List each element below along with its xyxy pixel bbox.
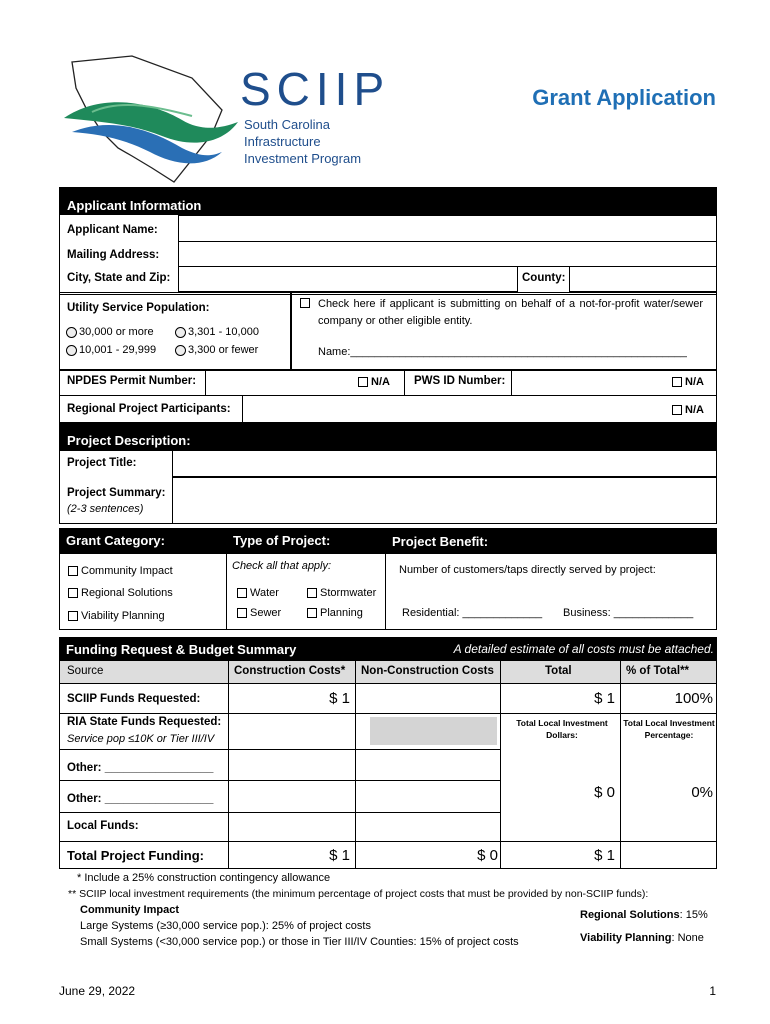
project-summary-hint: (2-3 sentences) <box>67 503 144 515</box>
project-summary-label: Project Summary: <box>67 487 166 499</box>
checkbox-icon <box>307 588 317 598</box>
city-state-zip-label: City, State and Zip: <box>67 272 171 284</box>
grant-option-community[interactable] <box>68 565 173 577</box>
large-systems-text: Large Systems (≥30,000 service pop.): 25% of project costs <box>80 920 371 932</box>
type-option-label: Stormwater <box>320 587 377 599</box>
type-option-label: Water <box>250 587 279 599</box>
grant-option-label: Viability Planning <box>81 610 165 622</box>
pws-label: PWS ID Number: <box>414 375 506 387</box>
pop-option-3301[interactable] <box>175 326 259 338</box>
type-hint: Check all that apply: <box>232 560 332 572</box>
applicant-name-field[interactable] <box>178 215 717 242</box>
pop-option-10001[interactable] <box>66 344 156 356</box>
row-divider <box>59 749 500 750</box>
regional-field[interactable] <box>242 396 717 423</box>
row-local-label: Local Funds: <box>67 820 139 832</box>
city-state-zip-field[interactable] <box>178 267 518 292</box>
project-benefit-title: Project Benefit: <box>392 534 489 549</box>
pop-option-30000[interactable] <box>66 326 154 338</box>
total-nonconstruction-value[interactable]: $ 0 <box>477 847 498 864</box>
checkbox-icon <box>358 377 368 387</box>
county-label: County: <box>522 272 566 284</box>
col-pct: % of Total** <box>626 665 690 677</box>
sciip-pct-value[interactable]: 100% <box>674 690 713 707</box>
col-source: Source <box>67 665 104 677</box>
na-label: N/A <box>685 376 704 388</box>
sciip-total-value[interactable]: $ 1 <box>594 690 615 707</box>
total-total-value[interactable]: $ 1 <box>594 847 615 864</box>
regional-value: : 15% <box>679 909 708 921</box>
row-divider <box>59 841 717 842</box>
footnote-1: * Include a 25% construction contingency allowance <box>77 872 331 884</box>
radio-icon <box>66 327 77 338</box>
viability-planning-note <box>580 932 704 944</box>
project-section-header <box>59 423 717 451</box>
grant-option-viability[interactable] <box>68 610 165 622</box>
community-impact-title: Community Impact <box>80 904 180 916</box>
col-divider <box>500 661 501 869</box>
page-number: 1 <box>709 984 716 998</box>
pop-option-label: 30,000 or more <box>79 326 154 338</box>
page-title: Grant Application <box>532 85 716 110</box>
col-divider <box>228 661 229 869</box>
residential-field[interactable]: Residential: _____________ <box>402 607 543 619</box>
checkbox-icon <box>237 588 247 598</box>
project-title-field[interactable] <box>172 451 717 477</box>
business-field[interactable]: Business: _____________ <box>563 607 694 619</box>
pop-option-3300[interactable] <box>175 344 258 356</box>
checkbox-icon <box>307 608 317 618</box>
mailing-address-label: Mailing Address: <box>67 249 160 261</box>
row-divider <box>59 812 500 813</box>
grant-category-title: Grant Category: <box>66 533 165 548</box>
ria-nonconstruction-disabled <box>370 717 497 745</box>
grant-option-regional[interactable] <box>68 587 173 599</box>
project-summary-field[interactable] <box>172 477 717 524</box>
viability-title: Viability Planning <box>580 932 672 944</box>
pop-option-label: 10,001 - 29,999 <box>79 344 157 356</box>
checkbox-icon <box>68 588 78 598</box>
col-total: Total <box>545 665 572 677</box>
project-section-title: Project Description: <box>67 433 191 448</box>
type-option-stormwater[interactable] <box>307 587 376 599</box>
row-ria-label: RIA State Funds Requested: <box>67 716 222 728</box>
checkbox-icon <box>300 298 310 308</box>
type-option-sewer[interactable] <box>237 607 281 619</box>
col-divider <box>355 661 356 869</box>
regional-solutions-note <box>580 909 708 921</box>
regional-label: Regional Project Participants: <box>67 403 231 415</box>
pop-option-label: 3,301 - 10,000 <box>188 326 259 338</box>
population-label: Utility Service Population: <box>67 302 210 314</box>
applicant-section-header <box>59 187 717 215</box>
row-total-label: Total Project Funding: <box>67 848 204 863</box>
nonprofit-name-line[interactable]: Name:_______________________________________________________ <box>318 346 687 358</box>
state-map-logo-graphic <box>62 52 242 187</box>
row-divider <box>59 780 500 781</box>
logo-subtitle-line2: Infrastructure <box>244 134 321 149</box>
row-other1-label[interactable]: Other: _________________ <box>67 762 214 774</box>
row-divider <box>59 683 717 684</box>
applicant-name-label: Applicant Name: <box>67 224 158 236</box>
category-divider <box>385 553 386 630</box>
local-dollars-value[interactable]: $ 0 <box>594 784 615 801</box>
checkbox-icon <box>68 611 78 621</box>
row-divider <box>59 713 717 714</box>
type-option-label: Sewer <box>250 607 282 619</box>
na-label: N/A <box>685 404 704 416</box>
radio-icon <box>66 345 77 356</box>
regional-title: Regional Solutions <box>580 909 680 921</box>
county-field[interactable] <box>569 267 717 292</box>
logo-subtitle-line3: Investment Program <box>244 151 362 166</box>
type-option-planning[interactable] <box>307 607 363 619</box>
funding-note: A detailed estimate of all costs must be attached. <box>453 642 714 656</box>
pop-option-label: 3,300 or fewer <box>188 344 259 356</box>
logo-wordmark: SCIIP <box>240 63 391 115</box>
npdes-na-option[interactable] <box>358 376 390 388</box>
grant-option-label: Regional Solutions <box>81 587 173 599</box>
total-local-dollars-label: Total Local Investment Dollars: <box>516 718 608 740</box>
benefit-text: Number of customers/taps directly served by project: <box>399 564 656 576</box>
row-sciip-label: SCIIP Funds Requested: <box>67 693 201 705</box>
sciip-construction-value[interactable]: $ 1 <box>329 690 350 707</box>
small-systems-text: Small Systems (<30,000 service pop.) or those in Tier III/IV Counties: 15% of project costs <box>80 936 519 948</box>
footnote-2: ** SCIIP local investment requirements (the minimum percentage of project costs that must be provided by non-SCIIP funds): <box>68 888 649 900</box>
radio-icon <box>175 327 186 338</box>
checkbox-icon <box>68 566 78 576</box>
logo-subtitle-line1: South Carolina <box>244 117 330 132</box>
category-divider <box>226 553 227 630</box>
nonprofit-checkbox[interactable] <box>300 297 313 309</box>
pws-na-option[interactable] <box>672 376 704 388</box>
radio-icon <box>175 345 186 356</box>
project-title-label: Project Title: <box>67 457 137 469</box>
type-option-label: Planning <box>320 607 363 619</box>
ria-hint: Service pop ≤10K or Tier III/IV <box>67 733 215 745</box>
checkbox-icon <box>672 377 682 387</box>
nonprofit-text: Check here if applicant is submitting on behalf of a not-for-profit water/sewer company or other eligible entity. <box>318 298 703 327</box>
mailing-address-field[interactable] <box>178 242 717 267</box>
type-of-project-title: Type of Project: <box>233 533 331 548</box>
row-other2-label[interactable]: Other: _________________ <box>67 793 214 805</box>
checkbox-icon <box>237 608 247 618</box>
na-label: N/A <box>371 376 390 388</box>
total-local-pct-label: Total Local Investment Percentage: <box>623 718 715 740</box>
checkbox-icon <box>672 405 682 415</box>
type-option-water[interactable] <box>237 587 279 599</box>
regional-na-option[interactable] <box>672 404 704 416</box>
local-pct-value[interactable]: 0% <box>691 784 713 801</box>
applicant-section-title: Applicant Information <box>67 198 202 213</box>
grant-option-label: Community Impact <box>81 565 173 577</box>
total-construction-value[interactable]: $ 1 <box>329 847 350 864</box>
col-nonconstruction: Non-Construction Costs <box>361 665 494 677</box>
col-construction: Construction Costs* <box>234 665 346 677</box>
npdes-label: NPDES Permit Number: <box>67 375 197 387</box>
footer-date: June 29, 2022 <box>59 984 136 998</box>
viability-value: : None <box>671 932 704 944</box>
col-divider <box>620 661 621 869</box>
funding-title: Funding Request & Budget Summary <box>66 642 297 657</box>
